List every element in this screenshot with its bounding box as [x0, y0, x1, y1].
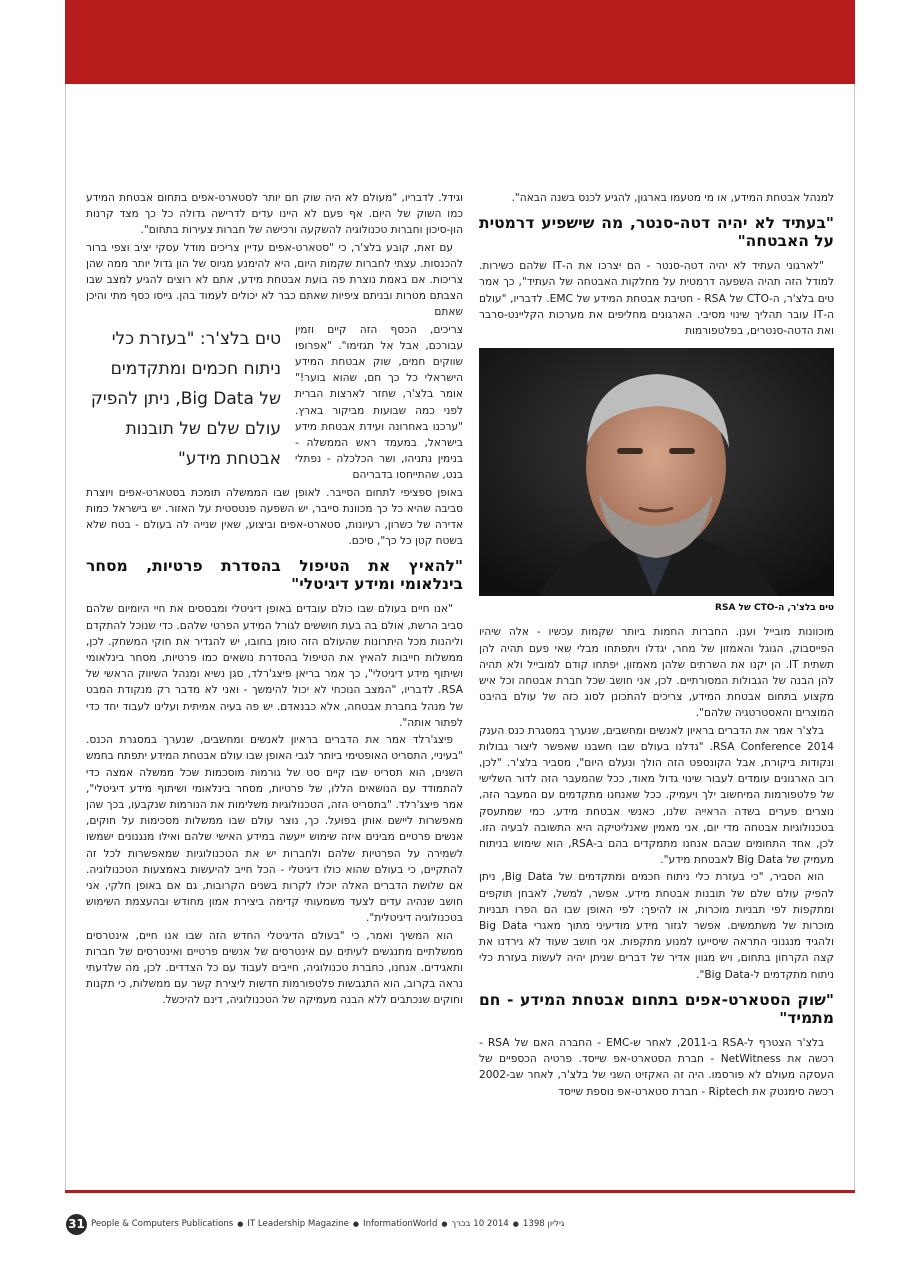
paragraph: צריכים, הכסף הזה קיים וזמין עבורכם, אבל אל תגזימו". "אפרופו שווקים חמים, שוק אבטחת המידע הישראלי כל כך חם, שהוא בוער!" אומר בלצ'ר, שחזר לארצות הברית לפני כמה שבועות מביקור בארץ. "ערכנו באחרונה ועידת אבטחת מידע בישראל, במעמד ראש הממשלה - בנימין נתניהו, ושר הכלכלה - נפתלי בנט, שהתייחסו בדבריהם: [295, 323, 463, 482]
heading-no-datacenter: "בעתיד לא יהיה דטה-סנטר, מה שישפיע דרמטית על האבטחה": [479, 214, 834, 251]
paragraph: באופן ספציפי לתחום הסייבר. לאופן שבו הממשלה תומכת בסטארט-אפים ויוצרת סביבה שהיא כל כך מכוונת סייבר, יש השפעה פנטסטית על האזור. יש בישראל כמות אדירה של כשרון, רעיונות, סטארט-אפים וביצוע, שאין שנייה לה בעולם - בטח שלא בשטח קטן כל כך", סיכם.: [86, 486, 463, 548]
paragraph: הוא הסביר, "כי בעזרת כלי ניתוח חכמים ומתקדמים של Big Data, ניתן להפיק עולם שלם של תובנות אבטחת מידע. אפשר, למשל, לאבחן תוקפים ומתקפות לפי תבניות מוכרות, או להיפך: לפי האופן שבו הם הפרו תבניות מוכרות של משתמשים. אפשר לגזור מידע מודיעיני מתוך מאגרי Big Data ולהגיד מנגנוני התראה שיסייעו למנוע מתקפות. אני חושב שעוד לא גירדנו את קצה הקרחון בתחום, ויש מגוון אדיר של דברים שניתן יהיה לעשות בעזרת כלי ניתוח מתקדמים ל-Big Data".: [479, 871, 834, 981]
bullet-icon: ●: [352, 1220, 360, 1228]
bullet-icon: ●: [237, 1220, 244, 1228]
footer-brand: InformationWorld: [363, 1219, 438, 1229]
paragraph: בלצ'ר אמר את הדברים בראיון לאנשים ומחשבים, שנערך במסגרת כנס הענק RSA Conference 2014. "גדלנו בעולם שבו חשבנו שאפשר ליצור גבולות ונקודות ביקורת, אבל הקונספט הזה הולך ונעלם היום", מסביר בלצ'ר. "לכן, רוב הארגונים עומדים לעבור שינוי גדול מאוד, ככל שהמעבר הזה לדור השלישי של פלטפורמות המיחשוב ילך ויעמיק. ככל שאנחנו מתקדמים עם המעבר הזה, נוצרים פערים בשדה הראייה שלנו, כאנשי אבטחת מידע. כמי שמתעסק בטכנולוגיות אבטחה מדי יום, אני מאמין שאנליטיקה היא התשובה לבעיה הזו. לכן, אחד התחומים שבהם אנחנו מתמקדים בהם ב-RSA, הוא שימוש בניתוח מעמיק של Big Data לאבטחת מידע".: [479, 724, 835, 867]
paragraph: וגידל. לדבריו, "מעולם לא היה שוק חם יותר לסטארט-אפים בתחום אבטחת המידע כמו השוק של היום. אף פעם לא היינו עדים לדרישה גדולה כל כך מצד קרנות הון-סיכון וחברות טכנולוגיה להשקעה ורכישה של חברות צעירות בתחום".: [86, 192, 463, 237]
portrait-photo: [479, 348, 834, 596]
photo-caption: טים בלצ'ר, ה-CTO של RSA: [715, 603, 834, 614]
paragraph: עם זאת, קובע בלצ'ר, כי "סטארט-אפים עדיין צריכים מודל עסקי יציב וצפי ברור להכנסות. עצתי לחברות שקמות היום, היא להימנע מגיוס של הון גדול יותר ממה שהן צריכות. אם באמת נוצרת פה בועת אבטחת מידע, אתם לא רוצים להגיע למצב שבו הצבתם מטרות ובניתם ציפיות שאתם כבר לא יכולים לעמוד בהן. גייסו כסף מתי והיכן שאתם: [86, 241, 463, 319]
paragraph: בלצ'ר הצטרף ל-RSA ב-2011, לאחר ש-EMC - החברה האם של RSA - רכשה את NetWitness - חברת הסטארט-אפ שייסד. פרטיה הכספיים של העסקה מעולם לא פורסמו. היה זה האקזיט השני של בלצ'ר, לאחר שב-2002 רכשה סימנטק את Riptech - חברת סטארט-אפ נוספת שייסד: [479, 1036, 834, 1098]
paragraph: "אנו חיים בעולם שבו כולם עובדים באופן דיגיטלי ומבססים את חיי היומיום שלהם סביב הרשת, אולם בה בעת חוששים לגורל המידע הפרטי שלהם. כדי שנוכל להתקדם וליהנות מכל היתרונות שהעולם הזה טומן בחובו, יש להגדיר את חוקי המשחק. לכן, ממשלות חייבות להאיץ את הטיפול בהסדרת נושאים כמו פרטיות, מסחר בינלאומי ושיתוף מידע דיגיטלי", כך אמר בריאן פיצג'רלד, סגן נשיא ומנהל השיווק הראשי של RSA. לדבריו, "המצב הנוכחי לא יכול להימשך - ואני לא מדבר רק מנקודת המבט של מנהל בחברת אבטחה, אלא כבנאדם. יש פה בעיה אמיתית ועלינו לעבוד יחד כדי לפתור אותה".: [86, 603, 463, 729]
page-number: 31: [66, 1214, 87, 1235]
bullet-icon: ●: [441, 1220, 448, 1228]
footer-publisher: People & Computers Publications: [91, 1219, 234, 1229]
heading-regulation: "להאיץ את הטיפול בהסדרת פרטיות, מסחר בינלאומי ומידע דיגיטלי": [86, 557, 463, 594]
left-column: [86, 190, 463, 1010]
paragraph: פיצג'רלד אמר את הדברים בראיון לאנשים ומחשבים, שנערך במסגרת הכנס. "בעיניי, התסריט האופטימי ביותר לגבי האופן שבו עולם אבטחת המידע יתפתח בחמש השנים, הוא תסריט שבו קיים סט של גורמות מוסכמות שכל ממשלה אמצה כדי להתמודד עם הנושאים הללו, של פרטיות, מסחר בינלאומי ושיתוף מידע דיגיטלי", אמר פיצג'רלד. "בתסריט הזה, הטכנולוגיות משלימות את הנורמות שנקבעו, בכך שהן מאפשרות ליישם אותן בפועל. כך, נוצר עולם שבו ממשלות מסכימות על חוקים, אנשים פרטיים מבינים איזה שימוש ייעשה במידע האישי שלהם ואילו מנגנונים ישמשו לשמירה על הפרטיות שלהם ולחברות יש את הטכנולוגיות שמאפשרות לכל זה להתקיים, כי בעולם שהוא כולו דיגיטלי - הכל חייב להיעשות באמצעות הטכנולוגיה. אם שלושת הדברים האלה יוכלו לקרות בשנים הקרובות, גם אם באופן חלקי, אני חושב שנהיה עדים לצעד משמעותי קדימה ביצירת אמון מחודש ובהעצמת השימוש בטכנולוגיה דיגיטלית".: [86, 734, 463, 925]
paragraph: הוא המשיך ואמר, כי "בעולם הדיגיטלי החדש הזה שבו אנו חיים, אינטרסים ממשלתיים מתנגשים לעיתים עם אינטרסים של אנשים פרטיים ואינטרסים של חברות ותאגידים. אנחנו, כחברת טכנולוגיה, חייבים לעבוד עם כל הצדדים. לכן, מה שלדעתי נראה בקרוב, הוא התגבשות פלטפורמות חדשות ליצירת קשר עם ממשלות, כי תקנות וחוקים שנכתבים ללא הבנה מעמיקה של הטכנולוגיה, דינם להיכשל.: [86, 929, 463, 1007]
right-column: [479, 190, 834, 1101]
top-color-band: [65, 0, 855, 84]
page-footer: [66, 1213, 566, 1235]
footer-date: 2014 10 בכרך: [451, 1219, 509, 1229]
bottom-rule: [65, 1190, 855, 1193]
footer-issue: גיליון 1398: [522, 1219, 565, 1229]
paragraph: מוכוונות מובייל וענן. החברות החמות ביותר שקמות עכשיו - אלה שיהיו הפייסבוק, הגוגל והאמזון של מחר, יגדלו ויתפתחו מבלי שאי פעם תהיה להן תשתית IT. הן יקנו את השרתים שלהן מאמזון, יפתחו קודם למובייל ולא תהיה להן הבנה של הגבולות המסורתיים. לכן, אני חושב שכל חברת אבטחה וכל איש מקצוע בתחום אבטחת המידע, צריכים להתכונן לסוג כזה של עולם בהיבט המוצרים והאסטרטגיה שלהם".: [479, 626, 834, 720]
heading-startup-market: "שוק הסטארט-אפים בתחום אבטחת המידע - חם מתמיד": [479, 990, 834, 1027]
pull-quote-block: [86, 322, 463, 485]
narrow-text: [295, 322, 463, 485]
portrait-illustration: [479, 348, 834, 596]
pull-quote: טים בלצ'ר: "בעזרת כלי ניתוח חכמים ומתקדמים של Big Data, ניתן להפיק עולם שלם של תובנות אבטחת מידע": [90, 328, 281, 469]
paragraph: "לארגוני העתיד לא יהיה דטה-סנטר - הם יצרכו את ה-IT שלהם כשירות. למודל הזה תהיה השפעה דרמטית על מחלקות האבטחה של העתיד", כך אמר טים בלצ'ר, ה-CTO של RSA - חטיבת אבטחת המידע של EMC. לדבריו, "עולם ה-IT עובר תהליך שינוי מסיבי. הארגונים מחליפים את מערכות הקליינט-סרבר ואת הדטה-סנטרים, בפלטפורמות: [479, 260, 834, 338]
bullet-icon: ●: [512, 1220, 519, 1228]
intro-line: למנהל אבטחת המידע, או מי מטעמו בארגון, להגיע לכנס בשנה הבאה".: [511, 192, 834, 204]
footer-magazine: IT Leadership Magazine: [247, 1219, 349, 1229]
